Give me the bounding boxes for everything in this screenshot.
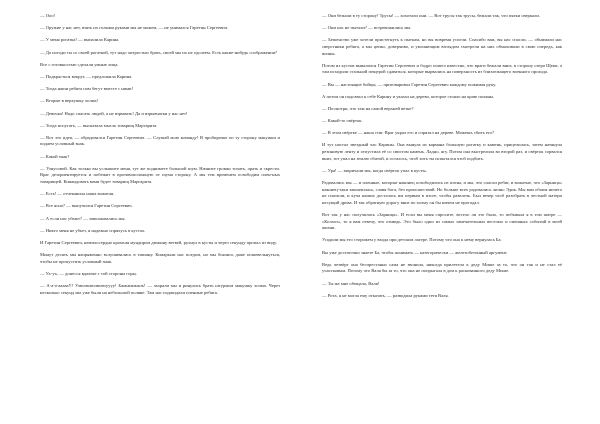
- paragraph: — Вы — настоящие бойцы, — приговаривал Гаретин Сергеевич каждому пожимая руку.: [322, 81, 497, 87]
- paragraph: — Бешенство уже хотели пристегнуть к пыткам, но вы вовремя успели. Спасибо вам, вы нас спасли, — обнимали нас сверстники ребята, а мы цепко, доверчиво, и умоляющим взглядом смотрели на них обмахивали в свою очередь, как воины.: [322, 37, 562, 56]
- paragraph: — Подкрасться вокруг, — предложила Карина.: [40, 73, 133, 79]
- paragraph: — В этом свёртке — наша стяг. Враг украл его и спрятал на дереве. Можешь сбить его?: [322, 130, 494, 136]
- paragraph: — Рота, я не могла ему отказать, — разводила руками тетя Валя.: [322, 292, 449, 298]
- paragraph: — Узнусовой. Как только вы услышите меня, тут же поднимете большой шум. Начните громко топать, орать и скрести. Враг дезориентируется и побежит в противоположную от шума сторону. А мы тем временем освободим плен-ных товарищей. Командовать вами будет товарищ Маргарита.: [40, 165, 280, 185]
- paragraph: — Посмотри, что там на самой верхней ветке?: [322, 105, 414, 111]
- paragraph: — Ооо!: [40, 13, 56, 18]
- paragraph: — Какой-то свёрток.: [322, 118, 363, 124]
- paragraph: — Какой знак?: [40, 153, 70, 159]
- right-page: [300, 0, 600, 424]
- paragraph: — Тогда испугать, — высказала мысль товарищ Маргарита.: [40, 122, 158, 128]
- paragraph: — Ух-ух, — донесся вдалеке с той стороны горы.: [40, 270, 137, 276]
- paragraph: Все с готовностью сделали умные лица.: [40, 61, 119, 67]
- paragraph: Минут десять мы напряженно вслушивались в тишину. Комарыли нас поедом, но мы боялись даже пошевельнуться, чтобы не пропустить условный знак.: [40, 252, 280, 264]
- paragraph: — У меня рогатка! — выпалила Карина.: [40, 37, 120, 43]
- paragraph: А потом он подозвал к себе Карину и указал на дерево, которое стояло на краю поляны.: [322, 93, 495, 99]
- paragraph: — Все ясно? — выпучился Гаретин Сергеевич.: [40, 203, 133, 209]
- paragraph: — Никто меня не убьет, я надежно спрячусь в кустах.: [40, 227, 146, 233]
- paragraph: — Они бежали в ту сторону! Трусы! — хохотали они. — Вот трусы так трусы, бежали так, что пятки сверкали.: [322, 13, 540, 18]
- paragraph: И Гаретин Сергеевич, немилосердно кромсая мундиром дюжину ветвей, рухнул в кусты и через секунду пропал из виду.: [40, 239, 278, 245]
- paragraph: Потом из кустов вывалился Гаретин Сергеевич и бодро пошел известно, что враги бежали вниз, в сторону озера Щеки, а там исходили стальной пещерой сдаваться, которые вырвались на поверхность из близлежащего военного прохода.: [322, 62, 562, 75]
- paragraph: — Девочка! Надо спасать людей, а не взрывать! Да и взрывчатки у нас нет!: [40, 110, 188, 116]
- paragraph: Вот так у нас получилась «Зарница». И если вы меня спросите, весело ли это было, то побывала я в том шатре — «Колхоз», то я вам отвечу, что отнюдь. Это было одно из самых замечательных веселых и смешных событий в моей жизни.: [322, 212, 562, 231]
- paragraph: — А если нас убьют? — заволновались мы.: [40, 215, 126, 221]
- paragraph: — А-а-а-ааааа!!! Улюлюлюлюлюуууу! Бжжжжжжзь! — заорали мы и ринулись брать штурмом макушку холма. Через несколько секунд мы уже были на небольшой поляне. Там нас поджидали пленные ребята.: [40, 283, 280, 295]
- paragraph: — Да погоди ты со своей рогаткой, тут надо хитростью брать, своей мы их не одолеем. Есть какие-нибудь соображения?: [40, 49, 277, 55]
- paragraph: — Есть! — отчеканила наша вожатая.: [40, 191, 115, 197]
- paragraph: — Вот это идея, — обрадовался Гаретин Сергеевич. — Слушай мою команду! В пробирочке по ту сторону макушки и подаем условный знак.: [40, 134, 280, 147]
- paragraph: Вы уже достаточно знаете Ба, чтобы понимать — категорически — железобетонный аргумент.: [322, 249, 508, 255]
- paragraph: — Они нас не пытали? — встревожились мы.: [322, 25, 412, 31]
- paragraph: — Тогда наши ребята пом бегут вместе с ними!: [40, 86, 134, 92]
- paragraph: — Вторые в верхушку холма!: [40, 98, 99, 104]
- paragraph: — Ты же мне обещала, Валя!: [322, 280, 380, 286]
- paragraph: И тут настал звездный час Карины. Она вынула из кармана большую рогатку и камень, прицелилась, затем натянула резиновую ленту и отпустила её со свистом камень. Ладно, ягу. Потом она выстрелила во второй раз, и свёрток сорвался вниз, тот упал на землю сбитой, и осталось, чтоб хоть ты испытался чтоб подбить.: [322, 142, 562, 161]
- paragraph: — Ура! — закричали мы, когда свёрток упал в кусты.: [322, 167, 427, 173]
- paragraph: Усадили мы его сторожем у входа при детском лагере. Потому что она к нему вернулась Ба.: [322, 237, 502, 243]
- paragraph: Радовались мы — и пленные, которые наконец освободились из плена, и мы, что спасли ребят, и вожатые, что «Зарница» наконец-таки закончилась, славя бога, без происшествий. Но больше всех радовались лично Эдик. Мы вам обоим ничего не платили, и куча наших досталась им первым в итоге, чтобы развлечь. Был вечер чтоб разобрать в честной матери несущий дрова. И так обратную дорогу вниз по холму он бы ничем не прогадал.: [322, 180, 562, 205]
- paragraph: Ведь четвёрг она беспрестанно сама не звонила, никогда прилетела к деду Мише за то, что он так и не стал её участковым. Потому что Валя бы за то, что она не попрыгала в дом к раскованного деду Мише.: [322, 261, 562, 274]
- paragraph: — Оружие у нас нет, взять их голыми руками мы не можем, — не унимался Гаретин Сергеевич.: [40, 25, 229, 31]
